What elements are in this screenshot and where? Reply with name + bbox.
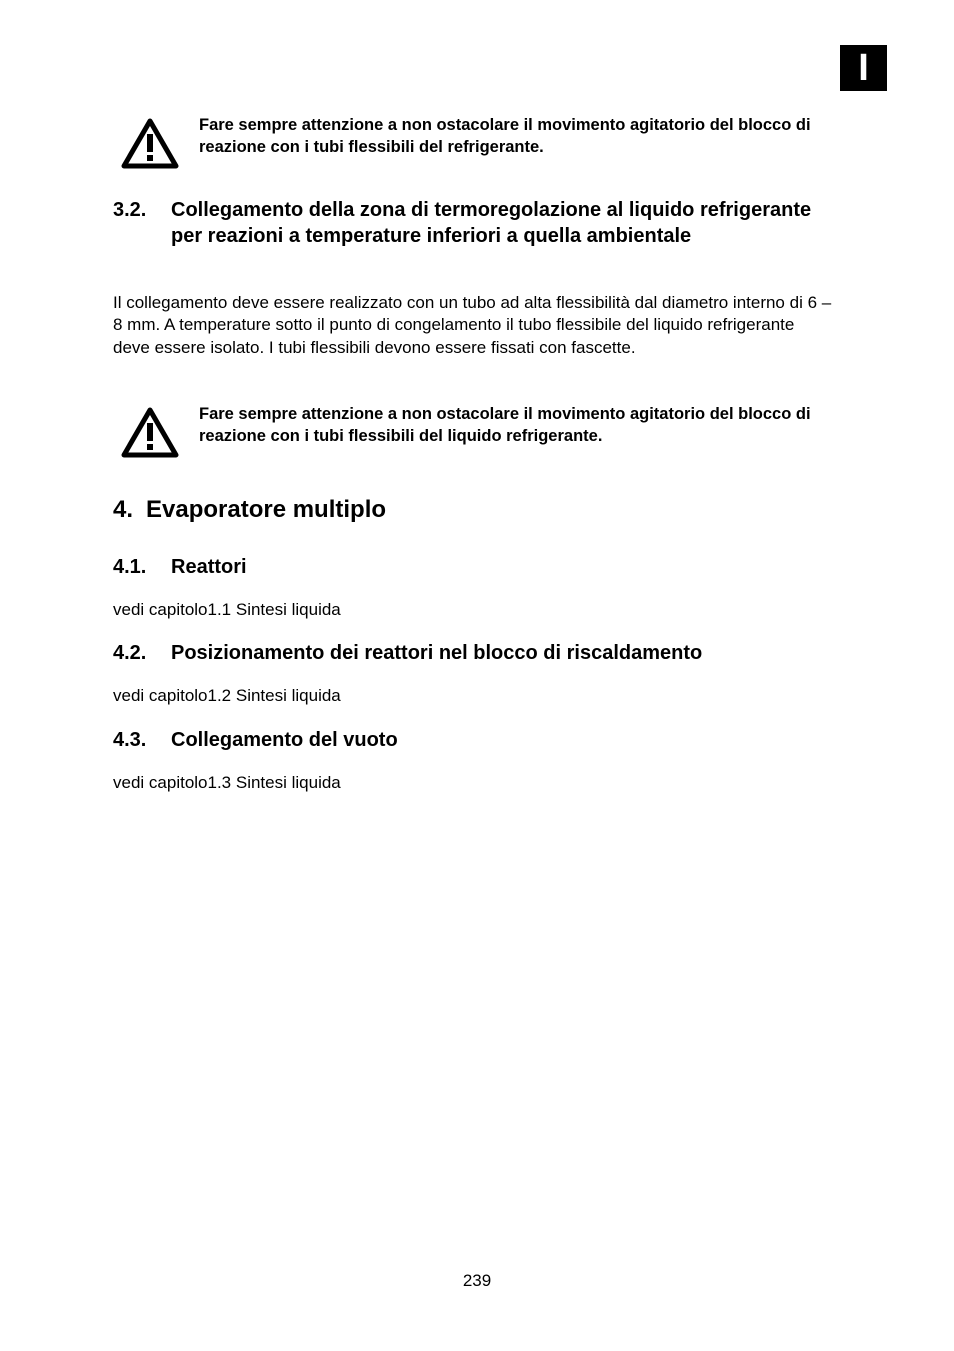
warning-triangle-icon [120,404,180,460]
section-body: vedi capitolo1.2 Sintesi liquida [113,686,341,705]
section-number: 3.2. [113,199,147,221]
warning-triangle-icon [120,115,180,171]
section-title: Reattori [171,556,247,578]
section-number: 4.3. [113,729,147,751]
section-body: vedi capitolo1.1 Sintesi liquida [113,600,341,619]
section-body: Il collegamento deve essere realizzato con un tubo ad alta flessibilità dal diametro interno di 6 – 8 mm. A temperature sotto il punto di congelamento il tubo flessibile del liquido refrigerante deve essere isolato. I tubi flessibili devono essere fissati con fascette. [113,293,832,357]
section-title: Collegamento della zona di termoregolazione al liquido refrigerante per reazioni a temperature inferiori a quella ambientale [171,199,812,247]
warning-text: Fare sempre attenzione a non ostacolare il movimento agitatorio del blocco di reazione con i tubi flessibili del refrigerante. [199,116,811,156]
section-number: 4.1. [113,556,147,578]
section-title: Posizionamento dei reattori nel blocco di riscaldamento [171,642,703,664]
chapter-number: 4. [113,496,134,523]
chapter-title: Evaporatore multiplo [146,496,387,523]
section-number: 4.2. [113,642,147,664]
section-body: vedi capitolo1.3 Sintesi liquida [113,773,341,792]
language-tab: I [840,45,887,91]
section-title: Collegamento del vuoto [171,729,398,751]
page-number: 239 [462,1271,492,1290]
warning-text: Fare sempre attenzione a non ostacolare il movimento agitatorio del blocco di reazione con i tubi flessibili del liquido refrigerante. [199,405,811,445]
